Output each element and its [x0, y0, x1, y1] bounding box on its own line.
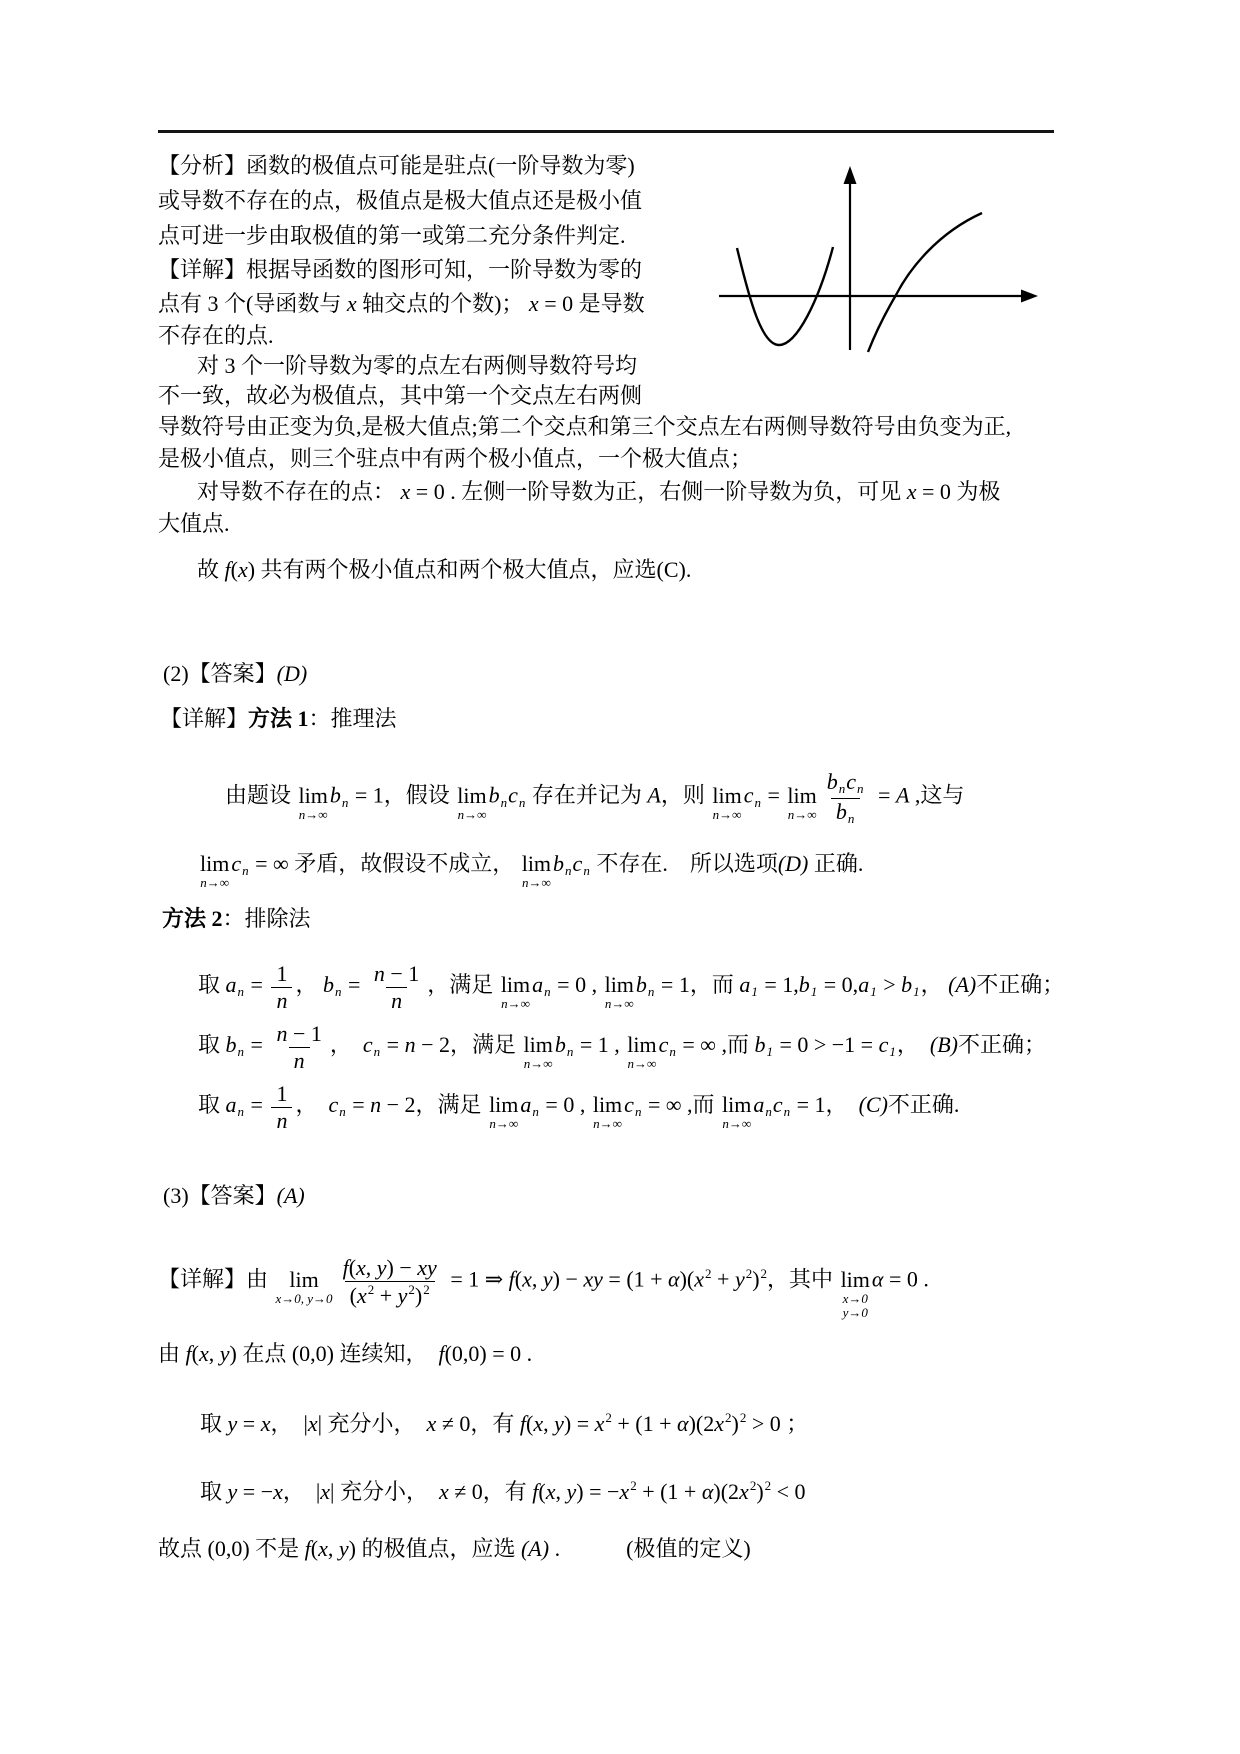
q3-line-1: 【详解】由 lim x→0, y→0 $\frac{f(x, y) - xy}{(x^2 + y^2)^2}$ = 1 ⇒ f(x, y) − xy = $(1 + \alpha)(x^2 + y^2)^2$，其中 lim x→0 y→0 α = 0 . — [158, 1255, 929, 1320]
method2-line-A: 取 an = $\frac{1}{n}$ ， bn = $\frac{n - 1}{n}$ ，满足 lim n→∞ an = 0 , lim n→∞ bn = 1，而 a1 = 1,b1 = 0,a1 > b1， (A)不正确； — [198, 961, 1065, 1014]
x-axis-arrow-icon — [1021, 290, 1038, 303]
analysis-line-2: 或导数不存在的点，极值点是极大值点还是极小值 — [158, 188, 643, 213]
y-axis-arrow-icon — [844, 166, 857, 184]
method2-heading: 方法 2：排除法 — [162, 906, 311, 931]
derivative-graph-figure — [700, 140, 1050, 360]
analysis-line-1: 【分析】函数的极值点可能是驻点(一阶导数为零) — [158, 153, 635, 178]
method1-line-2: lim n→∞ cn = ∞ 矛盾，故假设不成立， lim n→∞ bncn 不存在. 所以选项(D) 正确. — [200, 851, 864, 890]
answer-q2: (2)【答案】(D) — [163, 661, 308, 686]
q3-line-4: 取 y = −x， |x| 充分小， x ≠ 0，有 f(x, $y) = -x^2 + (1 + \alpha)(2x^2)^2 < 0$ — [200, 1478, 806, 1504]
method1-line-1: 由题设 lim n→∞ bn = 1，假设 lim n→∞ bncn 存在并记为 A，则 lim n→∞ cn = lim n→∞ bncn bn = A ,这与 — [225, 769, 965, 826]
solution-line-2: 点有 3 个(导函数与 x 轴交点的个数)； x = 0 是导数 — [158, 291, 645, 316]
method1-heading: 【详解】方法 1：推理法 — [160, 706, 397, 731]
solution-line-5: 不一致，故必为极值点，其中第一个交点左右两侧 — [158, 383, 643, 408]
solution-line-6: 导数符号由正变为负,是极大值点;第二个交点和第三个交点左右两侧导数符号由负变为正, — [158, 414, 1012, 439]
q3-line-3: 取 y = x， |x| 充分小， x ≠ 0，有 f(x, $y) = x^2 + (1 + \alpha)(2x^2)^2 > 0$ ； — [200, 1410, 809, 1436]
answer-q3: (3)【答案】(A) — [163, 1183, 305, 1208]
top-horizontal-rule — [158, 130, 1054, 133]
method2-line-C: 取 an = $\frac{1}{n}$ ， cn = n − 2，满足 lim n→∞ an = 0 , lim n→∞ cn = ∞ ,而 lim n→∞ ancn = 1， (C)不正确. — [198, 1081, 960, 1134]
solution-line-9: 大值点. — [158, 511, 230, 536]
solution-line-10: 故 f(x) 共有两个极小值点和两个极大值点，应选(C). — [197, 557, 692, 582]
solution-line-3: 不存在的点. — [158, 323, 274, 348]
solution-line-7: 是极小值点，则三个驻点中有两个极小值点，一个极大值点； — [158, 446, 753, 471]
q3-line-5: 故点 (0,0) 不是 f(x, y) 的极值点，应选 (A) . (极值的定义) — [158, 1536, 751, 1561]
analysis-line-3: 点可进一步由取极值的第一或第二充分条件判定. — [158, 223, 626, 248]
solution-line-1: 【详解】根据导函数的图形可知，一阶导数为零的 — [158, 257, 643, 282]
solution-line-8: 对导数不存在的点： x = 0 . 左侧一阶导数为正，右侧一阶导数为负，可见 x = 0 为极 — [197, 479, 1001, 504]
solution-line-4: 对 3 个一阶导数为零的点左右两侧导数符号均 — [197, 353, 638, 378]
method2-line-B: 取 bn = $\frac{n - 1}{n}$ ， cn = n − 2，满足 lim n→∞ bn = 1 , lim n→∞ cn = ∞ ,而 b1 = 0 > −1 = c1， (B)不正确； — [198, 1021, 1046, 1074]
derivative-curve-right — [868, 213, 982, 352]
q3-line-2: 由 f(x, y) 在点 (0,0) 连续知， f(0,0) = 0 . — [158, 1341, 533, 1366]
